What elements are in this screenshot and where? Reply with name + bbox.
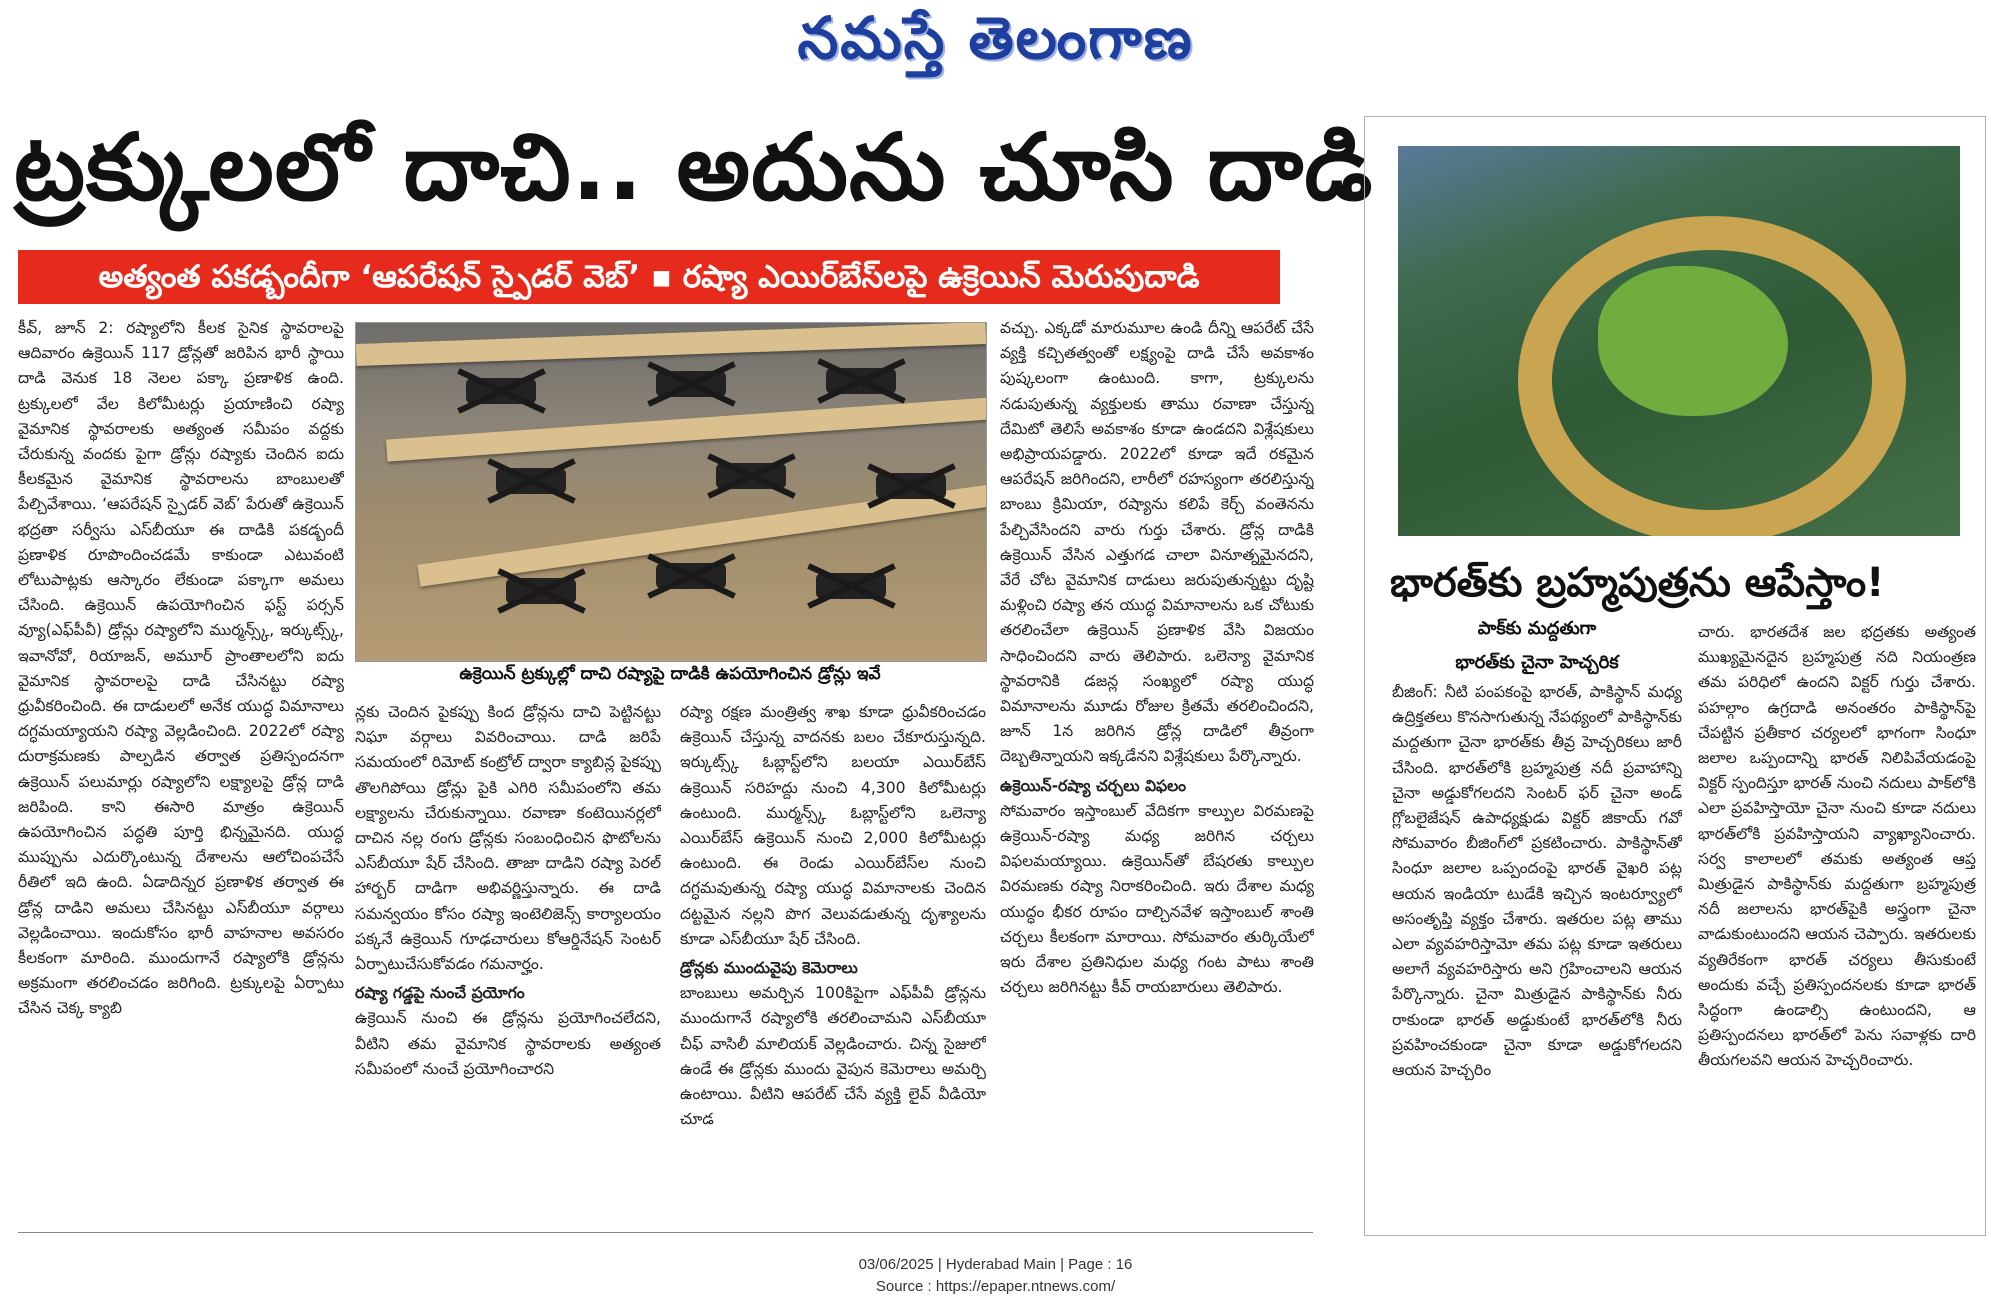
sidebar-headline: భారత్‌కు బ్రహ్మపుత్రను ఆపేస్తాం!	[1390, 560, 1885, 606]
article-text: బీజింగ్: నీటి పంపకంపై భారత్, పాకిస్థాన్ మధ్య ఉద్రిక్తతలు కొనసాగుతున్న నేపథ్యంలో పాకిస్థాన్‌కు మద్దతుగా చైనా భారత్‌కు తీవ్ర హెచ్చరికలు జారీ చేసింది. భారత్‌లోకి బ్రహ్మపుత్ర నదీ ప్రవాహాన్ని చైనా అడ్డుకోగలదని సెంటర్ ఫర్ చైనా అండ్ గ్లోబలైజేషన్ ఉపాధ్యక్షుడు విక్టర్ జికాయ్ గవో సోమవారం బీజింగ్‌లో ప్రకటించారు. పాకిస్థాన్‌తో సింధూ జలాల ఒప్పందంపై భారత్ వైఖరి పట్ల ఆయన ఇండియా టుడేకి ఇచ్చిన ఇంటర్వ్యూలో అసంతృప్తి వ్యక్తం చేశారు. ఇతరుల పట్ల తాము ఎలా వ్యవహరిస్తామో తమ పట్ల కూడా ఇతరులు అలాగే వ్యవహరిస్తారు అని గ్రహించాలని ఆయన పేర్కొన్నారు. చైనా మిత్రుడైన పాకిస్థాన్‌కు నీరు రాకుండా భారత్ అడ్డుకుంటే భారత్‌లోకి నీరు ప్రవహించకుండా చైనా కూడా అడ్డుకోగలదని ఆయన హెచ్చరిం	[1392, 683, 1682, 1080]
section-subheading: ఉక్రెయిన్-రష్యా చర్చలు విఫలం	[1000, 776, 1187, 795]
article-text: చారు. భారతదేశ జల భద్రతకు అత్యంత ముఖ్యమైనదైన బ్రహ్మపుత్ర నది నియంత్రణ తమ పరిధిలో ఉందని విక్టర్ గుర్తు చేశారు. పహల్గాం ఉగ్రదాడి అనంతరం పాకిస్థాన్‌పై చేపట్టిన ప్రతీకార చర్యలలో భాగంగా సింధూ జలాల ఒప్పందాన్ని భారత్ నిలిపివేయడంపై విక్టర్ స్పందిస్తూ భారత్ నుంచి నదులు పాక్‌లోకి ఎలా ప్రవహిస్తాయో చైనా నుంచి కూడా నదులు భారత్‌లోకి ప్రవహిస్తాయని వ్యాఖ్యానించారు. సర్వ కాలాలలో తమకు అత్యంత ఆప్త మిత్రుడైన పాకిస్థాన్‌కు మద్దతుగా బ్రహ్మపుత్ర నదీ జలాలను భారత్‌పైకి అస్త్రంగా చైనా వాడుకుంటుందని ఆయన చెప్పారు. ఇతరులకు వ్యతిరేకంగా భారత్ చర్యలు తీసుకుంటే అందుకు వచ్చే ప్రతిస్పందనలకు కూడా భారత్ సిద్ధంగా ఉండాల్సి ఉంటుందని, ఆ ప్రతిస్పందనలు భారత్‌లో పెను సవాళ్లకు దారి తీయగలవని ఆయన హెచ్చరించారు.	[1698, 623, 1976, 1070]
photo-caption: ఉక్రెయిన్ ట్రక్కుల్లో దాచి రష్యాపై దాడికి ఉపయోగించిన డ్రోన్లు ఇవే	[459, 664, 881, 684]
sidebar-column-1	[1392, 680, 1682, 1228]
river-photo	[1398, 146, 1960, 536]
article-text: న్లకు చెందిన పైకప్పు కింద డ్రోన్లను దాచి పెట్టినట్టు నిఘా వర్గాలు వివరించాయి. దాడి జరిపే సమయంలో రిమోట్ కంట్రోల్ ద్వారా క్యాబిన్ల పైకప్పు తొలగిపోయి డ్రోన్లు పైకి ఎగిరి సమీపంలోని తమ లక్ష్యాలను చేరుకున్నాయి. రవాణా కంటెయినర్లలో దాచిన నల్ల రంగు డ్రోన్లకు సంబంధించిన ఫొటోలను ఎస్‌బీయూ షేర్ చేసింది. తాజా దాడిని రష్యా పెరల్ హార్బర్ దాడిగా అభివర్ణిస్తున్నారు. ఈ దాడి సమన్వయం కోసం రష్యా ఇంటెలిజెన్స్ కార్యాలయం పక్కనే ఉక్రెయిన్ గూఢచారులు కోఆర్డినేషన్ సెంటర్ ఏర్పాటుచేసుకోవడం గమనార్హం.	[355, 703, 661, 974]
article-text: ఉక్రెయిన్ నుంచి ఈ డ్రోన్లను ప్రయోగించలేదని, వీటిని తమ వైమానిక స్థావరాలకు అత్యంత సమీపంలో నుంచే ప్రయోగించారని	[355, 1009, 661, 1078]
drones-photo	[355, 322, 987, 662]
article-column-4	[1000, 316, 1314, 1228]
section-subheading: రష్యా గడ్డపై నుంచే ప్రయోగం	[355, 984, 525, 1003]
section-subheading: డ్రోన్లకు ముందువైపు కెమెరాలు	[680, 959, 858, 978]
sidebar-column-2	[1698, 620, 1976, 1228]
article-text: బాంబులు అమర్చిన 100కిపైగా ఎఫ్‌పీవీ డ్రోన్లను ముందుగానే రష్యాలోకి తరలించామని ఎస్‌బీయూ చీఫ్ వాసిలీ మాలియక్ వెల్లడించారు. చిన్న సైజులో ఉండే ఈ డ్రోన్లకు ముందు వైపున కెమెరాలు అమర్చి ఉంటాయి. వీటిని ఆపరేట్ చేసే వ్యక్తి లైవ్ వీడియో చూడ	[680, 984, 986, 1129]
footer-date-edition: 03/06/2025 | Hyderabad Main | Page : 16	[858, 1256, 1133, 1273]
sidebar-sub-line-2: భారత్‌కు చైనా హెచ్చరిక	[1455, 652, 1619, 673]
masthead-title: నమస్తే తెలంగాణ	[797, 4, 1194, 72]
sidebar-sub-line-1: పాక్‌కు మద్దతుగా	[1477, 618, 1597, 639]
article-text: సోమవారం ఇస్తాంబుల్ వేదికగా కాల్పుల విరమణపై ఉక్రెయిన్-రష్యా మధ్య జరిగిన చర్చలు విఫలమయ్యాయి. ఉక్రెయిన్‌తో బేషరతు కాల్పుల విరమణకు రష్యా నిరాకరించింది. ఇరు దేశాల మధ్య యుద్ధం భీకర రూపం దాల్చినవేళ ఇస్తాంబుల్ శాంతి చర్చలు కీలకంగా మారాయి. సోమవారం తుర్కియేలో ఇరు దేశాల ప్రతినిధుల మధ్య గంట పాటు శాంతి చర్చలు జరిగినట్టు కీవ్ రాయబారులు తెలిపారు.	[1000, 801, 1314, 997]
article-column-3	[680, 700, 986, 1228]
article-column-1	[18, 316, 344, 1228]
article-text: వచ్చు. ఎక్కడో మారుమూల ఉండి దీన్ని ఆపరేట్ చేసే వ్యక్తి కచ్చితత్వంతో లక్ష్యంపై దాడి చేసే అవకాశం పుష్కలంగా ఉంటుంది. కాగా, ట్రక్కులను నడుపుతున్న వ్యక్తులకు తాము రవాణా చేస్తున్న దేమిటో తెలిసే అవకాశం కూడా ఉండదని విశ్లేషకులు అభిప్రాయపడ్డారు. 2022లో కూడా ఇదే రకమైన ఆపరేషన్ జరిగిందని, లారీలో రహస్యంగా తరలిస్తున్న బాంబు క్రిమియా, రష్యాను కలిపే కెర్చ్ వంతెనను పేల్చివేసిందని వారు గుర్తు చేశారు. డ్రోన్ల దాడికి ఉక్రెయిన్ వేసిన ఎత్తుగడ చాలా వినూత్నమైనదని, వేరే చోట వైమానిక దాడులు జరుపుతున్నట్టు దృష్టి మళ్లించి రష్యా తన యుద్ధ విమానాలను ఒక చోటుకు తరలించేలా ఉక్రెయిన్ ప్రణాళిక వేసి విజయం సాధించిందని వారు తెలిపారు. ఒలెన్యా వైమానిక స్థావరానికి డజన్ల సంఖ్యలో రష్యా యుద్ధ విమానాలను మూడు రోజుల క్రితమే తరలించిందని, జూన్ 1న జరిగిన డ్రోన్ల దాడిలో తీవ్రంగా దెబ్బతిన్నాయని ఇక్కడేనని విశ్లేషకులు పేర్కొన్నారు.	[1000, 319, 1314, 766]
masthead-logo	[0, 4, 1991, 84]
subheadline-bar: అత్యంత పకడ్బందీగా ‘ఆపరేషన్ స్పైడర్ వెబ్’ ▪ రష్యా ఎయిర్‌బేస్‌లపై ఉక్రెయిన్ మెరుపుదాడి	[18, 250, 1280, 304]
article-text: కీవ్, జూన్ 2: రష్యాలోని కీలక సైనిక స్థావరాలపై ఆదివారం ఉక్రెయిన్ 117 డ్రోన్లతో జరిపిన భారీ స్థాయి దాడి వెనుక 18 నెలల పక్కా ప్రణాళిక ఉంది. ట్రక్కులలో వేల కిలోమీటర్లు ప్రయాణించి రష్యా వైమానిక స్థావరాలకు అత్యంత సమీపం వద్దకు చేరుకున్న వందకు పైగా డ్రోన్లు రష్యాకు చెందిన ఐదు కీలకమైన వైమానిక స్థావరాలను బాంబులతో పేల్చివేశాయి. ‘ఆపరేషన్ స్పైడర్ వెబ్’ పేరుతో ఉక్రెయిన్ భద్రతా సర్వీసు ఎస్‌బీయూ ఈ దాడికి పకడ్బందీ ప్రణాళిక రూపొందించడమే కాకుండా ఎటువంటి లోటుపాట్లకు ఆస్కారం లేకుండా పక్కాగా అమలు చేసింది. ఉక్రెయిన్ ఉపయోగించిన ఫస్ట్ పర్సన్ వ్యూ(ఎఫ్‌పీవీ) డ్రోన్లు రష్యాలోని ముర్మన్స్క్, ఇర్కుట్స్క్, ఇవానోవో, రియాజన్, అమూర్ ప్రాంతాలలోని ఐదు వైమానిక స్థావరాలపై దాడి చేసినట్టు రష్యా ధ్రువీకరించింది. ఈ దాడులలో అనేక యుద్ధ విమానాలు దగ్ధమయ్యాయని రష్యా వెల్లడించింది. 2022లో రష్యా దురాక్రమణకు పాల్పడిన తర్వాత ప్రతిస్పందనగా ఉక్రెయిన్ పలుమార్లు రష్యాలోని లక్ష్యాలపై డ్రోన్ల దాడి జరిపింది. కాని ఈసారి మాత్రం ఉక్రెయిన్ ఉపయోగించిన పద్ధతి పూర్తి భిన్నమైనది. యుద్ధ ముప్పును ఎదుర్కొంటున్న దేశాలను ఆలోచింపచేసే రీతిలో ఇది ఉంది. ఏడాదిన్నర ప్రణాళిక తర్వాత ఈ డ్రోన్ల దాడిని అమలు చేసినట్టు ఎస్‌బీయూ వర్గాలు వెల్లడించాయి. ఇందుకోసం భారీ వాహనాల అవసరం కీలకంగా మారింది. ముందుగానే రష్యాలోకి డ్రోన్లను అక్రమంగా తరలించడం జరిగింది. ట్రక్కులపై ఏర్పాటు చేసిన చెక్క క్యాబి	[18, 319, 344, 1018]
footer-source: Source : https://epaper.ntnews.com/	[875, 1278, 1116, 1295]
main-headline: ట్రక్కులలో దాచి.. అదును చూసి దాడి	[14, 114, 1374, 221]
page-footer	[0, 1254, 1991, 1298]
article-column-2	[355, 700, 661, 1228]
article-text: రష్యా రక్షణ మంత్రిత్వ శాఖ కూడా ధ్రువీకరించడం ఉక్రెయిన్ చేస్తున్న వాదనకు బలం చేకూరుస్తున్నది. ఇర్కుట్స్క్ ఓబ్లాస్ట్‌లోని బలయా ఎయిర్‌బేస్ ఉక్రెయిన్ సరిహద్దు నుంచి 4,300 కిలోమీటర్లు ఉంటుంది. ముర్మన్స్క్ ఓబ్లాస్ట్‌లోని ఒలెన్యా ఎయిర్‌బేస్ ఉక్రెయిన్ నుంచి 2,000 కిలోమీటర్లు ఉంటుంది. ఈ రెండు ఎయిర్‌బేస్‌ల నుంచి దగ్ధమవుతున్న రష్యా యుద్ధ విమానాలకు చెందిన దట్టమైన నల్లని పొగ వెలువడుతున్న దృశ్యాలను కూడా ఎస్‌బీయూ షేర్ చేసింది.	[680, 703, 986, 948]
bottom-divider	[18, 1232, 1313, 1233]
sidebar-subheadline	[1392, 612, 1682, 680]
